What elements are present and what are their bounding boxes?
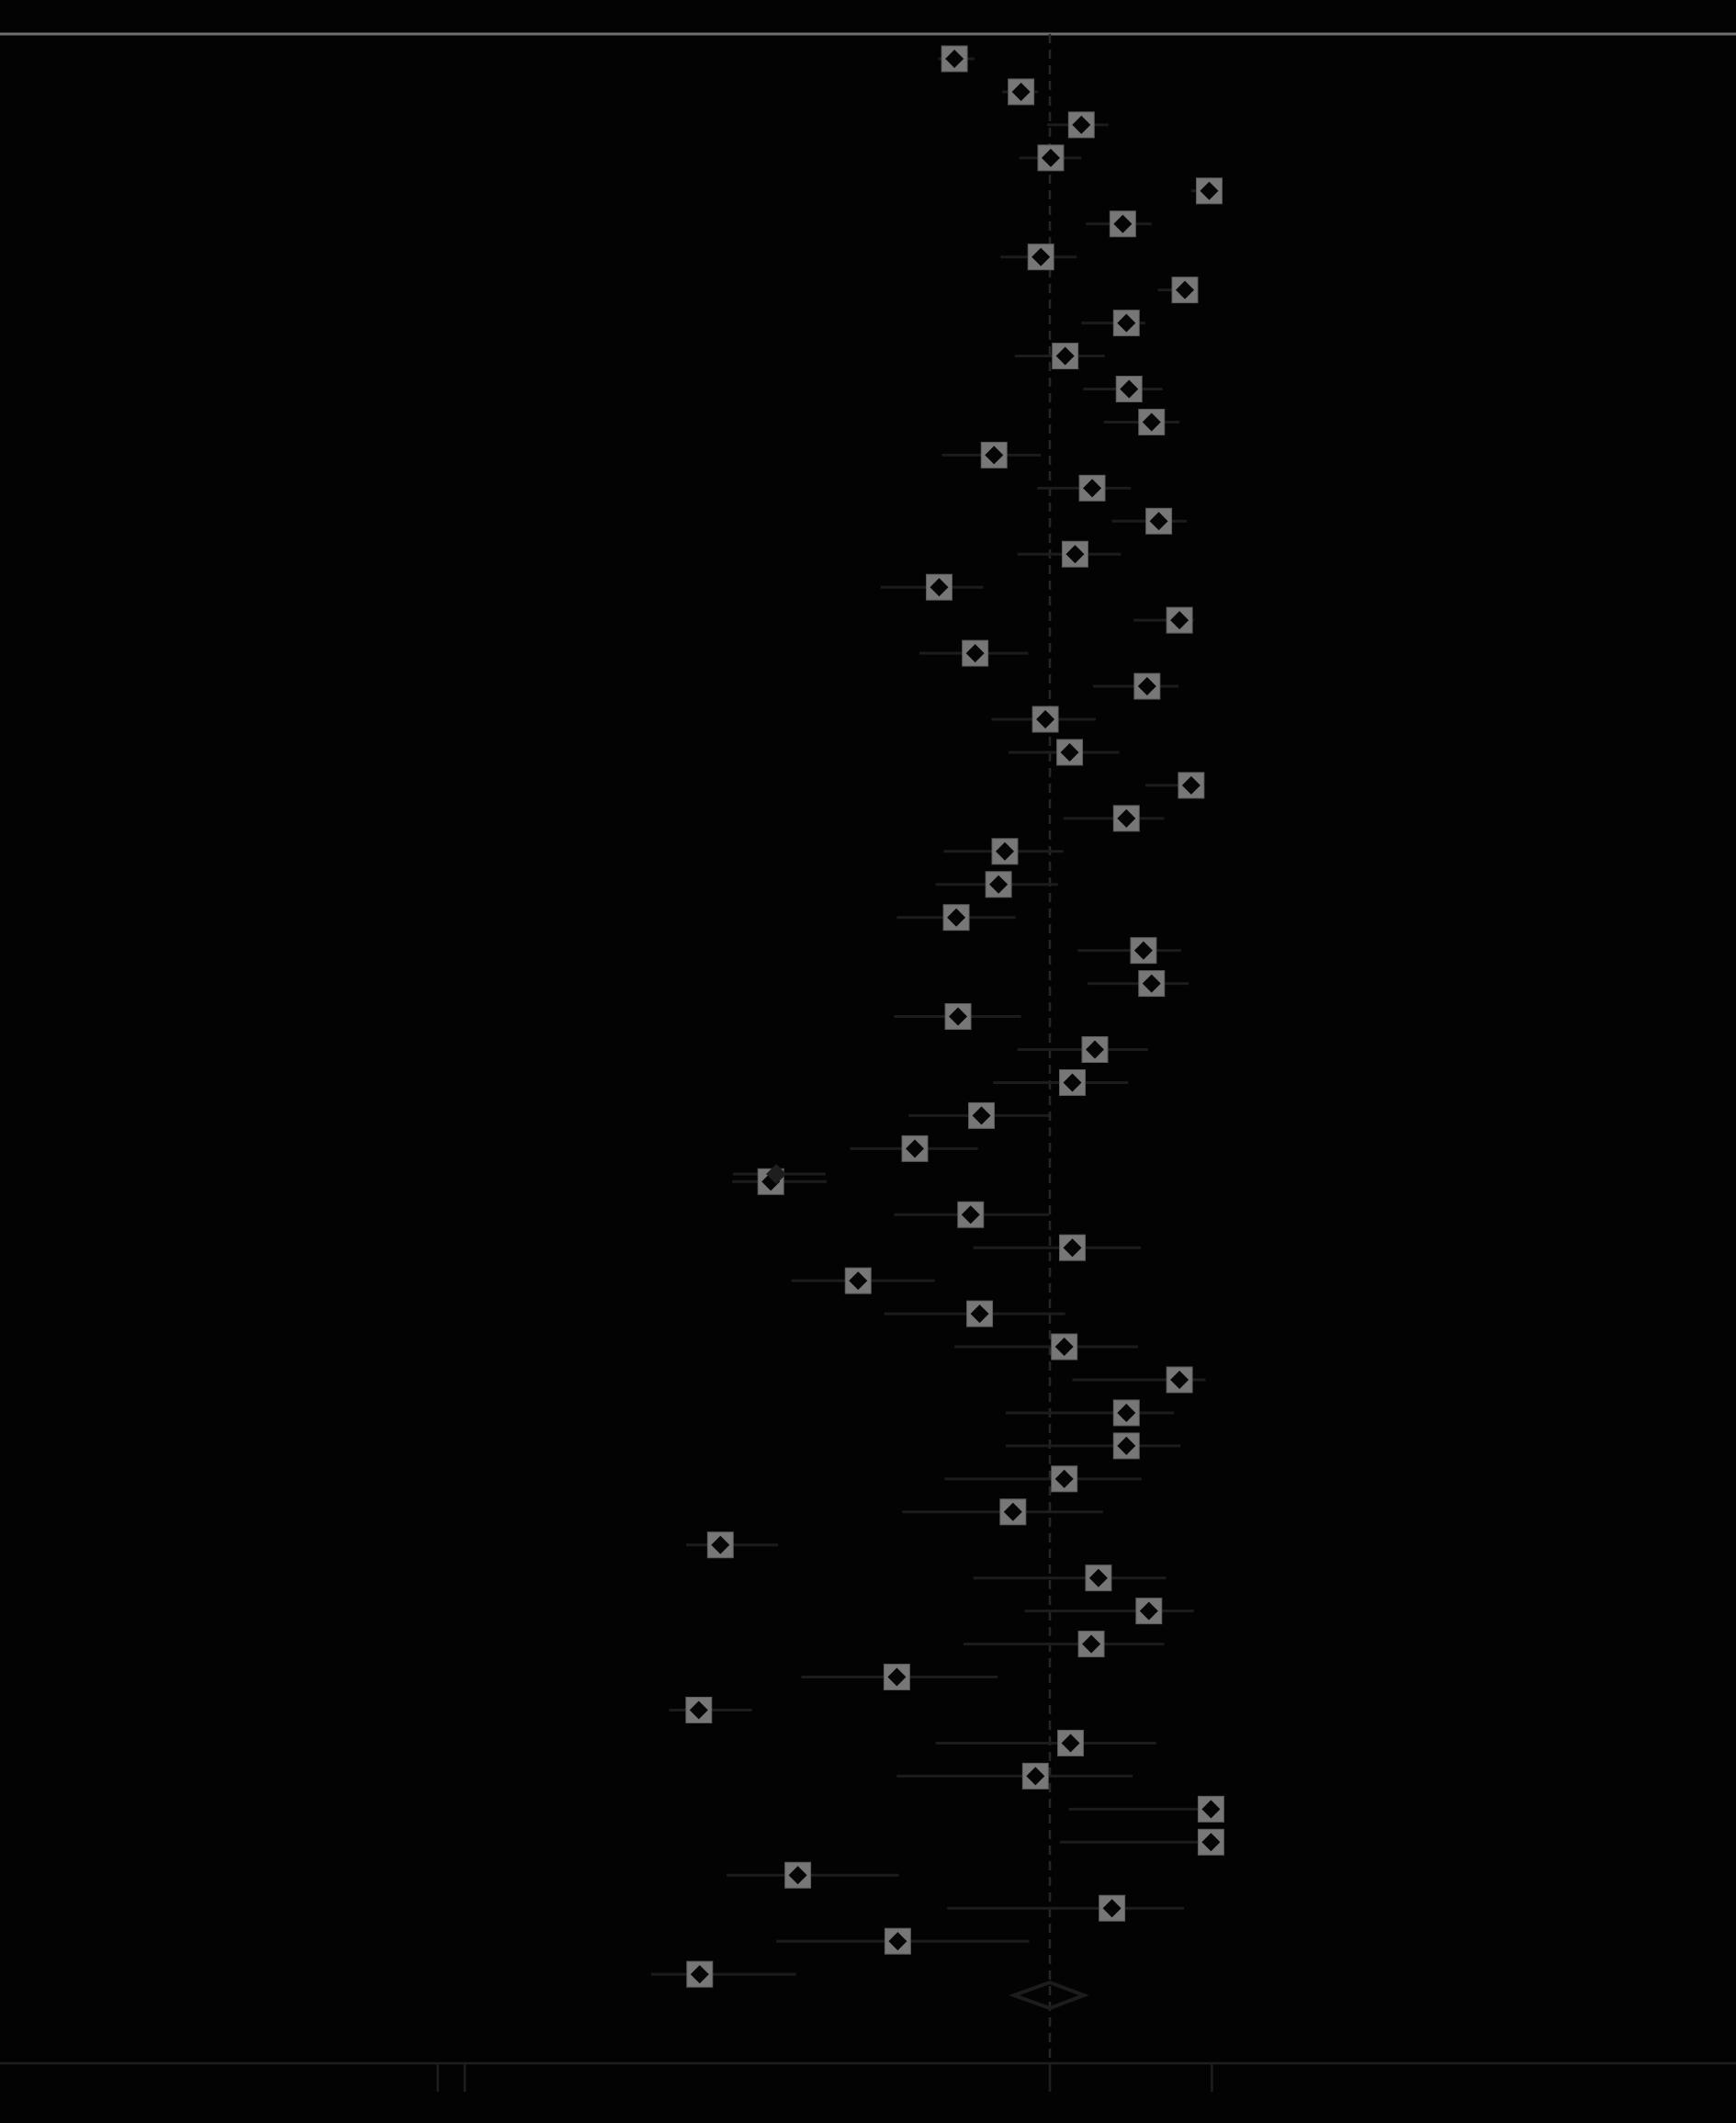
study-marker-12 xyxy=(1139,409,1165,435)
study-marker-1 xyxy=(941,46,967,72)
study-marker-59 xyxy=(687,1961,713,1987)
study-marker-24 xyxy=(1113,806,1139,831)
study-marker-45 xyxy=(1000,1499,1026,1525)
study-marker-27 xyxy=(943,905,969,931)
study-marker-23 xyxy=(1178,773,1204,798)
study-marker-17 xyxy=(926,574,952,600)
study-marker-21 xyxy=(1032,706,1058,732)
study-marker-56 xyxy=(785,1862,811,1888)
study-marker-31 xyxy=(1082,1037,1108,1063)
study-markers xyxy=(686,46,1224,1987)
study-marker-54 xyxy=(1198,1796,1223,1822)
study-marker-9 xyxy=(1113,311,1139,336)
study-marker-58 xyxy=(885,1928,910,1954)
study-marker-2 xyxy=(1009,79,1034,105)
study-marker-15 xyxy=(1146,508,1172,534)
study-marker-42 xyxy=(1113,1400,1139,1426)
study-marker-41 xyxy=(1167,1367,1192,1393)
study-marker-30 xyxy=(945,1004,971,1030)
study-marker-43 xyxy=(1113,1433,1139,1459)
study-marker-52 xyxy=(1058,1730,1084,1756)
study-marker-44 xyxy=(1052,1466,1077,1492)
study-marker-3 xyxy=(1068,112,1094,138)
study-marker-53 xyxy=(1022,1763,1048,1789)
study-marker-57 xyxy=(1099,1895,1125,1921)
study-marker-16 xyxy=(1062,541,1088,567)
study-marker-55 xyxy=(1198,1829,1223,1855)
study-marker-18 xyxy=(1167,607,1192,633)
study-marker-4 xyxy=(1038,145,1064,171)
study-marker-22 xyxy=(1057,740,1083,765)
x-axis-ticks xyxy=(438,2063,1212,2092)
study-marker-10 xyxy=(1053,344,1078,369)
study-marker-20 xyxy=(1134,673,1160,699)
study-marker-37 xyxy=(1060,1235,1086,1260)
study-marker-38 xyxy=(845,1268,871,1293)
study-marker-7 xyxy=(1028,244,1054,270)
study-marker-33 xyxy=(969,1102,995,1128)
study-marker-11 xyxy=(1116,377,1142,402)
study-marker-39 xyxy=(967,1301,993,1327)
study-marker-6 xyxy=(1110,211,1135,237)
study-marker-25 xyxy=(992,839,1018,864)
study-marker-47 xyxy=(1086,1565,1111,1591)
study-marker-14 xyxy=(1079,475,1105,501)
confidence-intervals xyxy=(651,59,1214,1974)
study-marker-32 xyxy=(1060,1069,1086,1095)
study-marker-28 xyxy=(1131,938,1156,964)
study-marker-49 xyxy=(1078,1632,1104,1657)
study-marker-34 xyxy=(902,1135,928,1161)
study-marker-29 xyxy=(1139,971,1165,997)
study-marker-19 xyxy=(963,640,988,666)
study-marker-46 xyxy=(707,1532,733,1558)
study-marker-48 xyxy=(1136,1598,1162,1624)
study-marker-36 xyxy=(958,1202,984,1227)
study-marker-51 xyxy=(686,1698,712,1723)
study-marker-40 xyxy=(1052,1334,1077,1360)
study-marker-26 xyxy=(986,872,1011,898)
study-marker-50 xyxy=(884,1665,909,1690)
study-marker-5 xyxy=(1196,178,1222,204)
study-marker-8 xyxy=(1172,277,1198,303)
study-marker-13 xyxy=(981,442,1007,468)
